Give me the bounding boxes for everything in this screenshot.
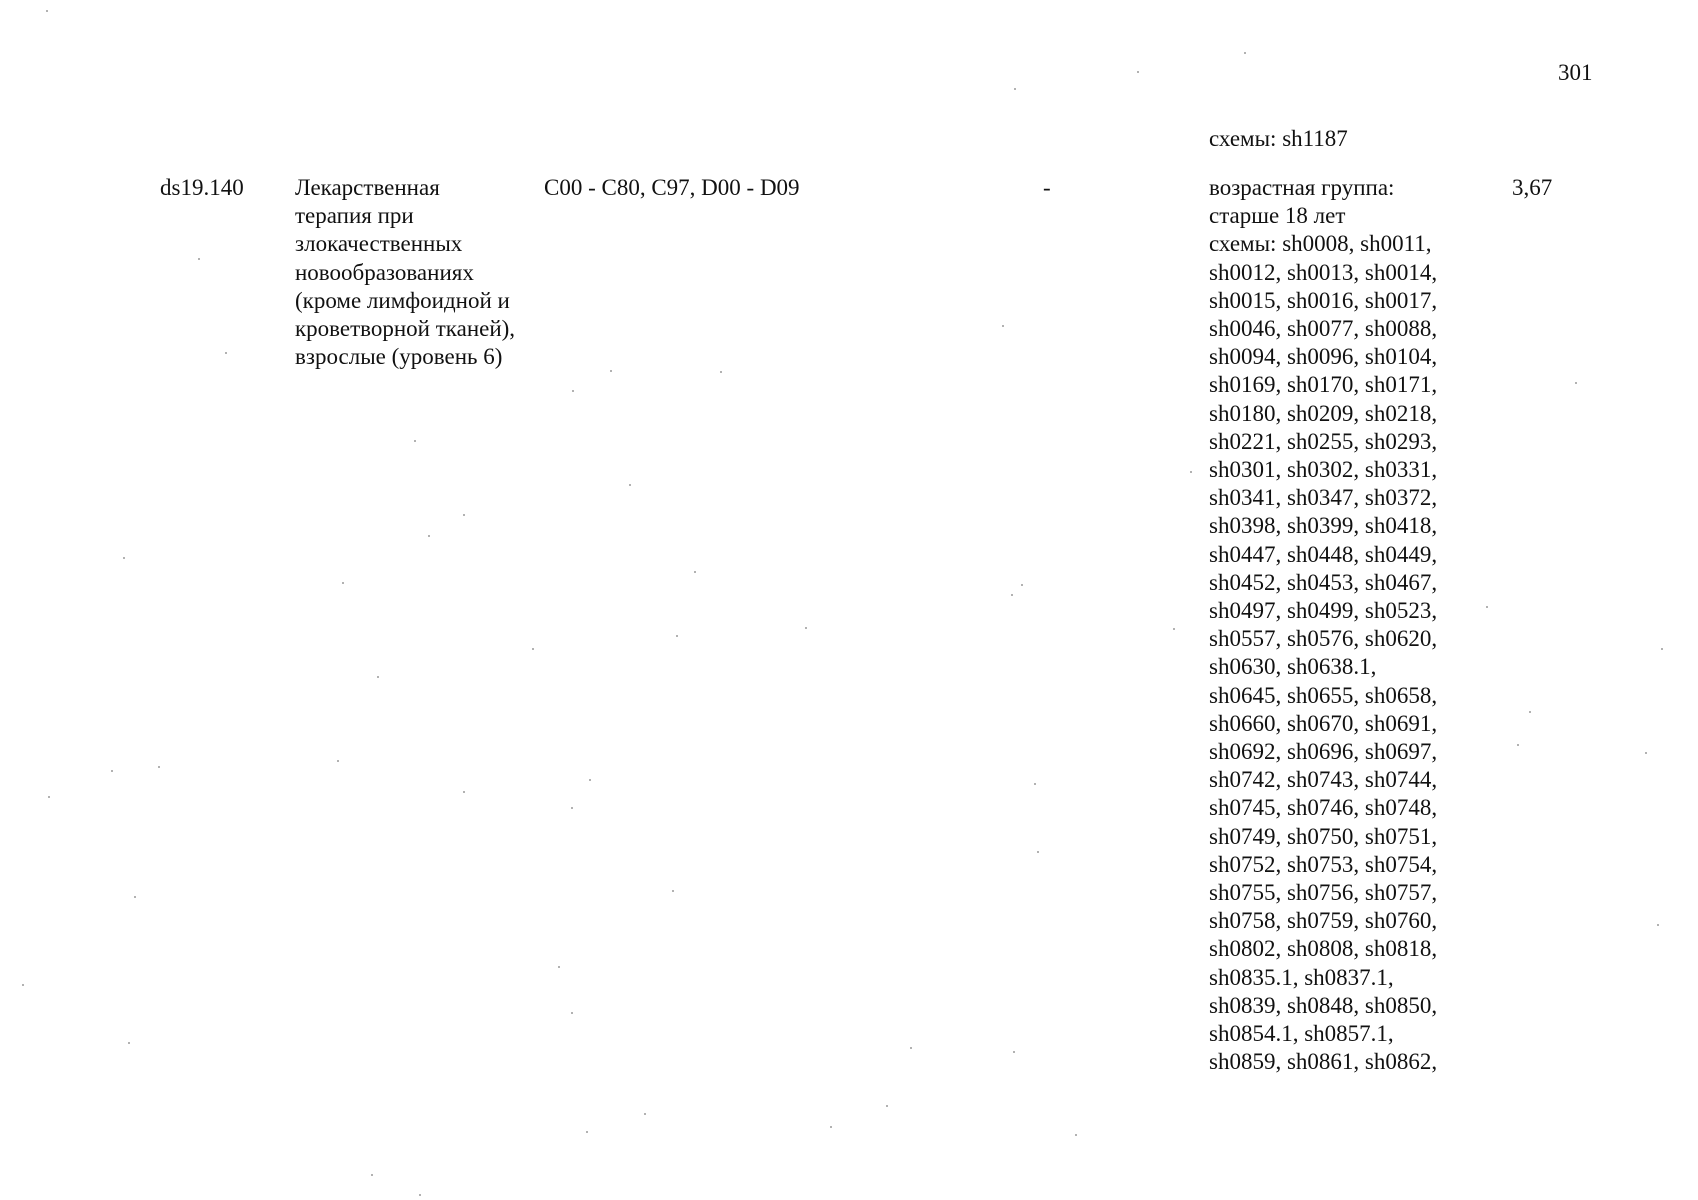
criteria-line: sh0557, sh0576, sh0620,: [1209, 626, 1438, 652]
scan-speck: [720, 371, 722, 373]
criteria-line: sh0758, sh0759, sh0760,: [1209, 908, 1438, 934]
scan-speck: [377, 676, 379, 678]
row-criteria: [1209, 174, 1437, 1077]
scan-speck: [134, 896, 136, 898]
scan-speck: [805, 627, 807, 629]
scan-speck: [463, 514, 465, 516]
scan-speck: [1661, 648, 1663, 650]
scan-speck: [419, 1194, 421, 1196]
criteria-line: старше 18 лет: [1209, 203, 1346, 229]
criteria-line: sh0341, sh0347, sh0372,: [1209, 485, 1438, 511]
scan-speck: [1517, 744, 1519, 746]
scan-speck: [371, 1174, 373, 1176]
criteria-line: sh0692, sh0696, sh0697,: [1209, 739, 1438, 765]
scan-speck: [1037, 851, 1039, 853]
criteria-line: sh0835.1, sh0837.1,: [1209, 964, 1394, 990]
row-name-line: (кроме лимфоидной и: [295, 287, 510, 313]
scan-speck: [830, 1126, 832, 1128]
row-name-line: кроветворной тканей),: [295, 316, 516, 342]
scan-speck: [532, 648, 534, 650]
criteria-line: sh0301, sh0302, sh0331,: [1209, 457, 1438, 483]
criteria-line: sh0630, sh0638.1,: [1209, 654, 1377, 680]
criteria-line: sh0742, sh0743, sh0744,: [1209, 767, 1438, 793]
criteria-line: sh0398, sh0399, sh0418,: [1209, 513, 1438, 539]
scan-speck: [123, 557, 125, 559]
criteria-line: sh0802, sh0808, sh0818,: [1209, 936, 1438, 962]
criteria-line: sh0046, sh0077, sh0088,: [1209, 316, 1438, 342]
scan-speck: [1002, 325, 1004, 327]
scan-speck: [1034, 783, 1036, 785]
criteria-line: sh0221, sh0255, sh0293,: [1209, 428, 1438, 454]
row-name-line: взрослые (уровень 6): [295, 344, 503, 370]
scan-speck: [1021, 584, 1023, 586]
criteria-line: sh0745, sh0746, sh0748,: [1209, 795, 1438, 821]
scan-speck: [46, 10, 48, 12]
page-number: 301: [1558, 60, 1593, 85]
row-icd-codes: C00 - C80, C97, D00 - D09: [544, 175, 800, 200]
scan-speck: [225, 352, 227, 354]
criteria-line: sh0752, sh0753, sh0754,: [1209, 851, 1438, 877]
criteria-line: sh0749, sh0750, sh0751,: [1209, 823, 1438, 849]
criteria-line: sh0447, sh0448, sh0449,: [1209, 541, 1438, 567]
scan-speck: [198, 258, 200, 260]
previous-row-schemes: схемы: sh1187: [1209, 126, 1348, 151]
scan-speck: [128, 1042, 130, 1044]
scan-speck: [1645, 752, 1647, 754]
scan-speck: [463, 791, 465, 793]
scan-speck: [22, 984, 24, 986]
scan-speck: [1575, 382, 1577, 384]
criteria-line: схемы: sh0008, sh0011,: [1209, 231, 1432, 257]
scan-speck: [1486, 606, 1488, 608]
scan-speck: [571, 807, 573, 809]
scan-speck: [910, 1047, 912, 1049]
scan-speck: [1011, 594, 1013, 596]
criteria-line: sh0859, sh0861, sh0862,: [1209, 1049, 1438, 1075]
scan-speck: [589, 779, 591, 781]
criteria-line: sh0015, sh0016, sh0017,: [1209, 287, 1438, 313]
criteria-line: sh0012, sh0013, sh0014,: [1209, 259, 1438, 285]
criteria-line: sh0645, sh0655, sh0658,: [1209, 682, 1438, 708]
scan-speck: [342, 582, 344, 584]
criteria-line: sh0169, sh0170, sh0171,: [1209, 372, 1438, 398]
criteria-line: sh0452, sh0453, sh0467,: [1209, 569, 1438, 595]
row-name-line: злокачественных: [295, 231, 463, 257]
scan-speck: [337, 760, 339, 762]
scan-speck: [1657, 924, 1659, 926]
scan-speck: [572, 390, 574, 392]
row-coefficient: 3,67: [1512, 175, 1553, 200]
scan-speck: [428, 535, 430, 537]
scan-speck: [644, 1113, 646, 1115]
row-name-line: новообразованиях: [295, 259, 474, 285]
scan-speck: [610, 370, 612, 372]
scan-speck: [1137, 71, 1139, 73]
scan-speck: [1013, 1051, 1015, 1053]
scan-speck: [694, 571, 696, 573]
row-service-code: -: [1043, 175, 1051, 200]
scan-speck: [1075, 1134, 1077, 1136]
scan-speck: [111, 770, 113, 772]
scan-speck: [571, 1012, 573, 1014]
scan-speck: [1529, 711, 1531, 713]
scan-speck: [1244, 52, 1246, 54]
scan-speck: [1014, 88, 1016, 90]
scan-speck: [414, 440, 416, 442]
row-name-line: Лекарственная: [295, 175, 440, 200]
row-code: ds19.140: [160, 175, 244, 200]
scan-speck: [676, 635, 678, 637]
row-name: [295, 174, 555, 371]
criteria-line: sh0660, sh0670, sh0691,: [1209, 710, 1438, 736]
criteria-line: sh0180, sh0209, sh0218,: [1209, 400, 1438, 426]
scan-speck: [158, 766, 160, 768]
criteria-line: sh0497, sh0499, sh0523,: [1209, 598, 1438, 624]
criteria-line: sh0839, sh0848, sh0850,: [1209, 992, 1438, 1018]
row-name-line: терапия при: [295, 203, 414, 229]
criteria-line: sh0755, sh0756, sh0757,: [1209, 880, 1438, 906]
scan-speck: [48, 796, 50, 798]
scan-speck: [886, 1105, 888, 1107]
criteria-line: sh0094, sh0096, sh0104,: [1209, 344, 1438, 370]
scan-speck: [558, 966, 560, 968]
scan-speck: [1173, 628, 1175, 630]
scan-speck: [629, 484, 631, 486]
scan-speck: [586, 1131, 588, 1133]
scan-speck: [672, 890, 674, 892]
criteria-line: возрастная группа:: [1209, 175, 1395, 200]
scan-speck: [1190, 471, 1192, 473]
criteria-line: sh0854.1, sh0857.1,: [1209, 1021, 1394, 1047]
